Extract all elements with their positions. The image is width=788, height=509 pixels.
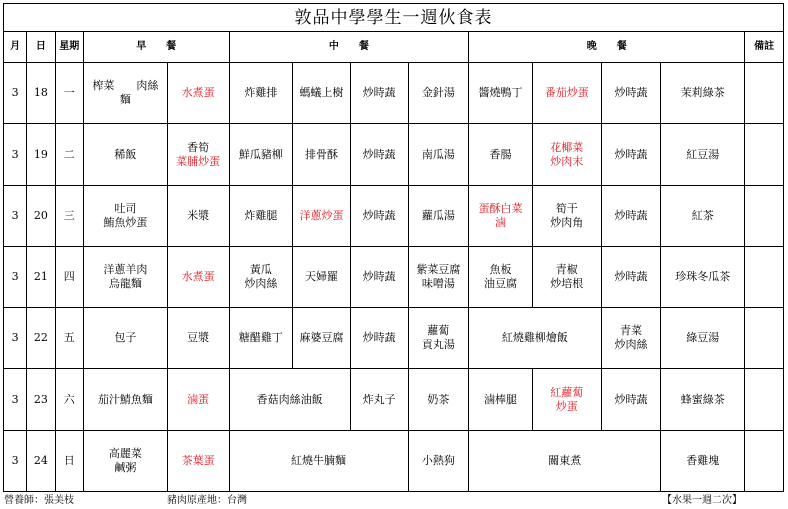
day-cell: 19 xyxy=(27,124,55,185)
lunch-dish-cell: 排骨酥 xyxy=(293,124,351,185)
month-cell: 3 xyxy=(4,185,27,246)
weekday-header: 星期 xyxy=(55,32,83,63)
page-title: 敦品中學學生一週伙食表 xyxy=(4,4,784,32)
notes-cell xyxy=(745,124,784,185)
lunch-dish-cell: 洋蔥炒蛋 xyxy=(293,185,351,246)
day-cell: 18 xyxy=(27,63,55,124)
breakfast-header: 早 餐 xyxy=(83,32,229,63)
lunch-dish-cell: 糖醋雞丁 xyxy=(229,308,293,369)
notes-cell xyxy=(745,185,784,246)
breakfast-main-cell: 稀飯 xyxy=(83,124,167,185)
breakfast-main-cell: 包子 xyxy=(83,308,167,369)
dinner-dish-cell: 青菜 炒肉絲 xyxy=(601,308,661,369)
weekday-cell: 五 xyxy=(55,308,83,369)
weekday-cell: 四 xyxy=(55,246,83,307)
lunch-dish-cell: 炒時蔬 xyxy=(350,246,408,307)
menu-row xyxy=(4,185,784,246)
lunch-dish-cell: 金針湯 xyxy=(408,63,469,124)
breakfast-side-line: 菜脯炒蛋 xyxy=(176,154,221,168)
dinner-dish-cell: 魚板 油豆腐 xyxy=(469,246,533,307)
lunch-dish-cell: 鮮瓜豬柳 xyxy=(229,124,293,185)
breakfast-main-cell: 洋蔥羊肉 烏龍麵 xyxy=(83,246,167,307)
breakfast-side-line: 香筍 xyxy=(187,140,210,154)
lunch-combined-cell: 紅燒牛腩麵 xyxy=(229,430,408,491)
lunch-dish-cell: 蘿瓜湯 xyxy=(408,185,469,246)
lunch-dish-cell: 蘿蔔 貢丸湯 xyxy=(408,308,469,369)
breakfast-side-cell: 滷蛋 xyxy=(167,369,229,430)
day-cell: 21 xyxy=(27,246,55,307)
pork-origin-label: 豬肉原產地：台灣 xyxy=(167,495,247,506)
notes-cell xyxy=(745,63,784,124)
weekly-menu-table xyxy=(3,3,784,492)
dinner-dish-cell: 香腸 xyxy=(469,124,533,185)
menu-row xyxy=(4,63,784,124)
breakfast-side-cell: 水煮蛋 xyxy=(167,63,229,124)
lunch-dish-cell: 天婦羅 xyxy=(293,246,351,307)
dinner-dish-cell: 蜂蜜綠茶 xyxy=(661,369,745,430)
breakfast-main-cell: 茄汁鯖魚麵 xyxy=(83,369,167,430)
dinner-dish-cell: 炒時蔬 xyxy=(601,63,661,124)
lunch-dish-cell: 奶茶 xyxy=(408,369,469,430)
lunch-combined-cell: 香菇肉絲油飯 xyxy=(229,369,350,430)
dinner-dish-cell: 炒時蔬 xyxy=(601,124,661,185)
month-cell: 3 xyxy=(4,430,27,491)
month-cell: 3 xyxy=(4,246,27,307)
dinner-dish-cell: 番茄炒蛋 xyxy=(532,63,601,124)
lunch-dish-cell: 南瓜湯 xyxy=(408,124,469,185)
menu-row xyxy=(4,246,784,307)
menu-row xyxy=(4,124,784,185)
weekday-cell: 一 xyxy=(55,63,83,124)
breakfast-side-cell xyxy=(167,124,229,185)
lunch-dish-cell: 螞蟻上樹 xyxy=(293,63,351,124)
breakfast-side-cell: 水煮蛋 xyxy=(167,246,229,307)
dinner-dish-cell: 花椰菜 炒肉末 xyxy=(532,124,601,185)
notes-header: 備註 xyxy=(745,32,784,63)
dinner-dish-cell: 珍珠冬瓜茶 xyxy=(661,246,745,307)
breakfast-side-cell: 豆漿 xyxy=(167,308,229,369)
month-cell: 3 xyxy=(4,63,27,124)
fruit-note-label: 【水果一週二次】 xyxy=(662,495,742,506)
dinner-dish-cell: 筍干 炒肉角 xyxy=(532,185,601,246)
header-row xyxy=(4,32,784,63)
breakfast-side-cell: 茶葉蛋 xyxy=(167,430,229,491)
breakfast-side-cell: 米漿 xyxy=(167,185,229,246)
menu-row xyxy=(4,308,784,369)
lunch-dish-cell: 紫菜豆腐 味噌湯 xyxy=(408,246,469,307)
dinner-header: 晚 餐 xyxy=(469,32,745,63)
month-cell: 3 xyxy=(4,369,27,430)
day-cell: 22 xyxy=(27,308,55,369)
weekday-cell: 日 xyxy=(55,430,83,491)
weekday-cell: 二 xyxy=(55,124,83,185)
day-header: 日 xyxy=(27,32,55,63)
dinner-dish-cell: 炒時蔬 xyxy=(601,185,661,246)
dinner-dish-cell: 紅蘿蔔 炒蛋 xyxy=(532,369,601,430)
weekday-cell: 三 xyxy=(55,185,83,246)
lunch-header: 中 餐 xyxy=(229,32,469,63)
notes-cell xyxy=(745,430,784,491)
dinner-combined-cell: 紅燒雞柳燴飯 xyxy=(469,308,601,369)
lunch-dish-cell: 小熱狗 xyxy=(408,430,469,491)
day-cell: 23 xyxy=(27,369,55,430)
lunch-dish-cell: 炒時蔬 xyxy=(350,185,408,246)
lunch-dish-cell: 炒時蔬 xyxy=(350,308,408,369)
menu-row xyxy=(4,369,784,430)
dinner-combined-cell: 關東煮 xyxy=(469,430,661,491)
month-cell: 3 xyxy=(4,308,27,369)
dinner-dish-cell: 茉莉綠茶 xyxy=(661,63,745,124)
breakfast-main-cell: 榨菜 肉絲 麵 xyxy=(83,63,167,124)
lunch-dish-cell: 炸丸子 xyxy=(350,369,408,430)
lunch-dish-cell: 炒時蔬 xyxy=(350,124,408,185)
dinner-dish-cell: 炒時蔬 xyxy=(601,369,661,430)
footer xyxy=(4,494,784,508)
dinner-dish-cell: 醬燒鴨丁 xyxy=(469,63,533,124)
dinner-dish-cell: 綠豆湯 xyxy=(661,308,745,369)
dinner-dish-cell: 蛋酥白菜 滷 xyxy=(469,185,533,246)
menu-row xyxy=(4,430,784,491)
notes-cell xyxy=(745,308,784,369)
day-cell: 20 xyxy=(27,185,55,246)
breakfast-main-cell: 高麗菜 鹹粥 xyxy=(83,430,167,491)
day-cell: 24 xyxy=(27,430,55,491)
dinner-dish-cell: 紅豆湯 xyxy=(661,124,745,185)
notes-cell xyxy=(745,369,784,430)
dinner-dish-cell: 滷棒腿 xyxy=(469,369,533,430)
month-header: 月 xyxy=(4,32,27,63)
dietitian-label: 營養師：張美枝 xyxy=(4,495,74,506)
lunch-dish-cell: 黃瓜 炒肉絲 xyxy=(229,246,293,307)
dinner-dish-cell: 炒時蔬 xyxy=(601,246,661,307)
breakfast-main-cell: 吐司 鮪魚炒蛋 xyxy=(83,185,167,246)
lunch-dish-cell: 麻婆豆腐 xyxy=(293,308,351,369)
notes-cell xyxy=(745,246,784,307)
dinner-dish-cell: 紅茶 xyxy=(661,185,745,246)
dinner-dish-cell: 香雞塊 xyxy=(661,430,745,491)
lunch-dish-cell: 炒時蔬 xyxy=(350,63,408,124)
lunch-dish-cell: 炸雞腿 xyxy=(229,185,293,246)
month-cell: 3 xyxy=(4,124,27,185)
weekday-cell: 六 xyxy=(55,369,83,430)
lunch-dish-cell: 炸雞排 xyxy=(229,63,293,124)
dinner-dish-cell: 青椒 炒培根 xyxy=(532,246,601,307)
